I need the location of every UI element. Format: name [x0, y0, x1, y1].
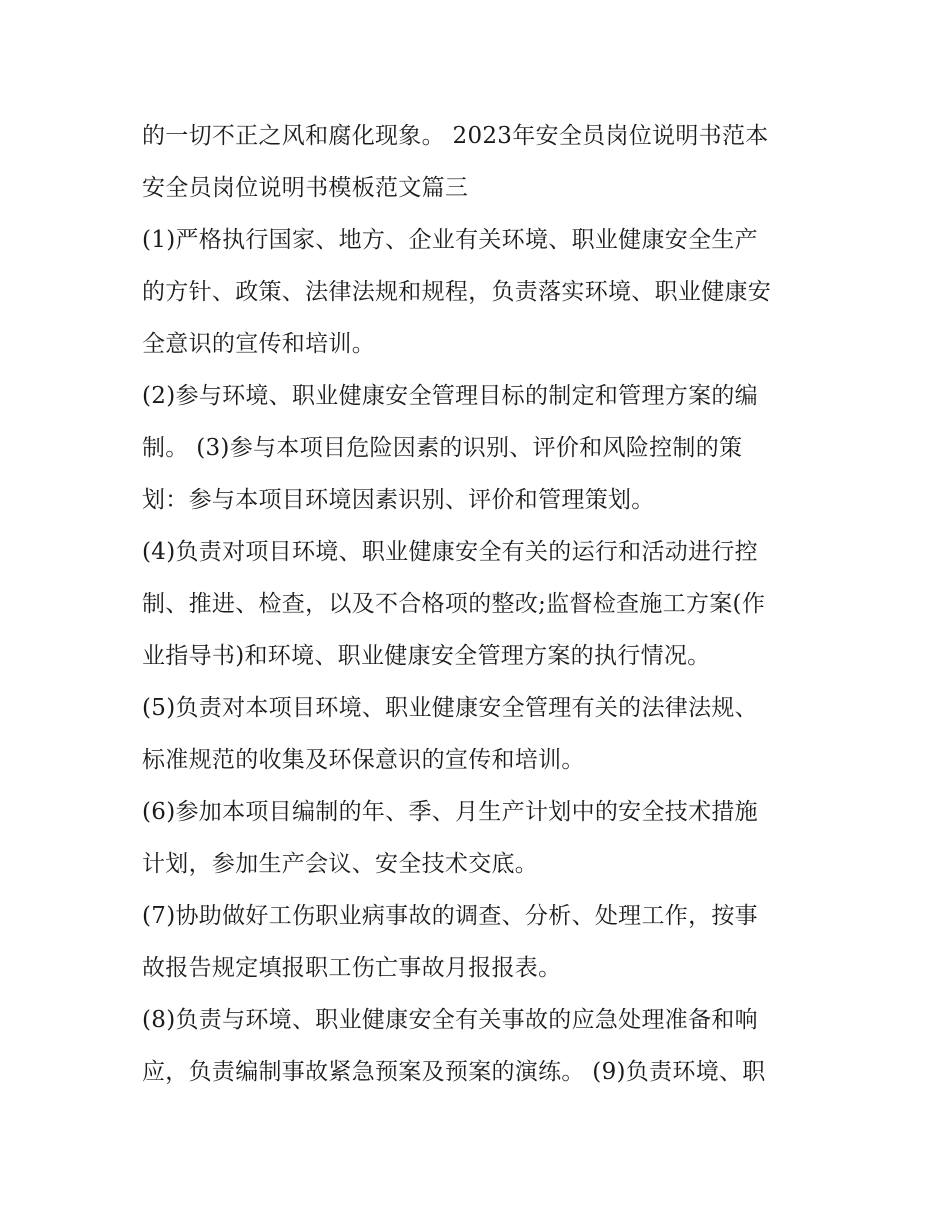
paragraph-intro: 的一切不正之风和腐化现象。 2023年安全员岗位说明书范本 安全员岗位说明书模板范文篇三 — [142, 123, 769, 201]
paragraph-item-5: (5)负责对本项目环境、职业健康安全管理有关的法律法规、 标准规范的收集及环保意识的宣传和培训。 — [142, 695, 758, 773]
paragraph-item-2-3: (2)参与环境、职业健康安全管理目标的制定和管理方案的编 制。 (3)参与本项目危险因素的识别、评价和风险控制的策 划：参与本项目环境因素识别、评价和管理策划。 — [142, 383, 758, 513]
document-page — [142, 110, 822, 1098]
paragraph-item-7: (7)协助做好工伤职业病事故的调查、分析、处理工作，按事 故报告规定填报职工伤亡事故月报报表。 — [142, 903, 758, 981]
paragraph-item-8-9: (8)负责与环境、职业健康安全有关事故的应急处理准备和响 应，负责编制事故紧急预案及预案的演练。 (9)负责环境、职 — [142, 1007, 766, 1085]
paragraph-item-1: (1)严格执行国家、地方、企业有关环境、职业健康安全生产 的方针、政策、法律法规和规程，负责落实环境、职业健康安 全意识的宣传和培训。 — [142, 227, 772, 357]
paragraph-item-4: (4)负责对项目环境、职业健康安全有关的运行和活动进行控 制、推进、检查，以及不合格项的整改;监督检查施工方案(作 业指导书)和环境、职业健康安全管理方案的执行情况。 — [142, 539, 766, 669]
paragraph-item-6: (6)参加本项目编制的年、季、月生产计划中的安全技术措施 计划，参加生产会议、安全技术交底。 — [142, 799, 758, 877]
